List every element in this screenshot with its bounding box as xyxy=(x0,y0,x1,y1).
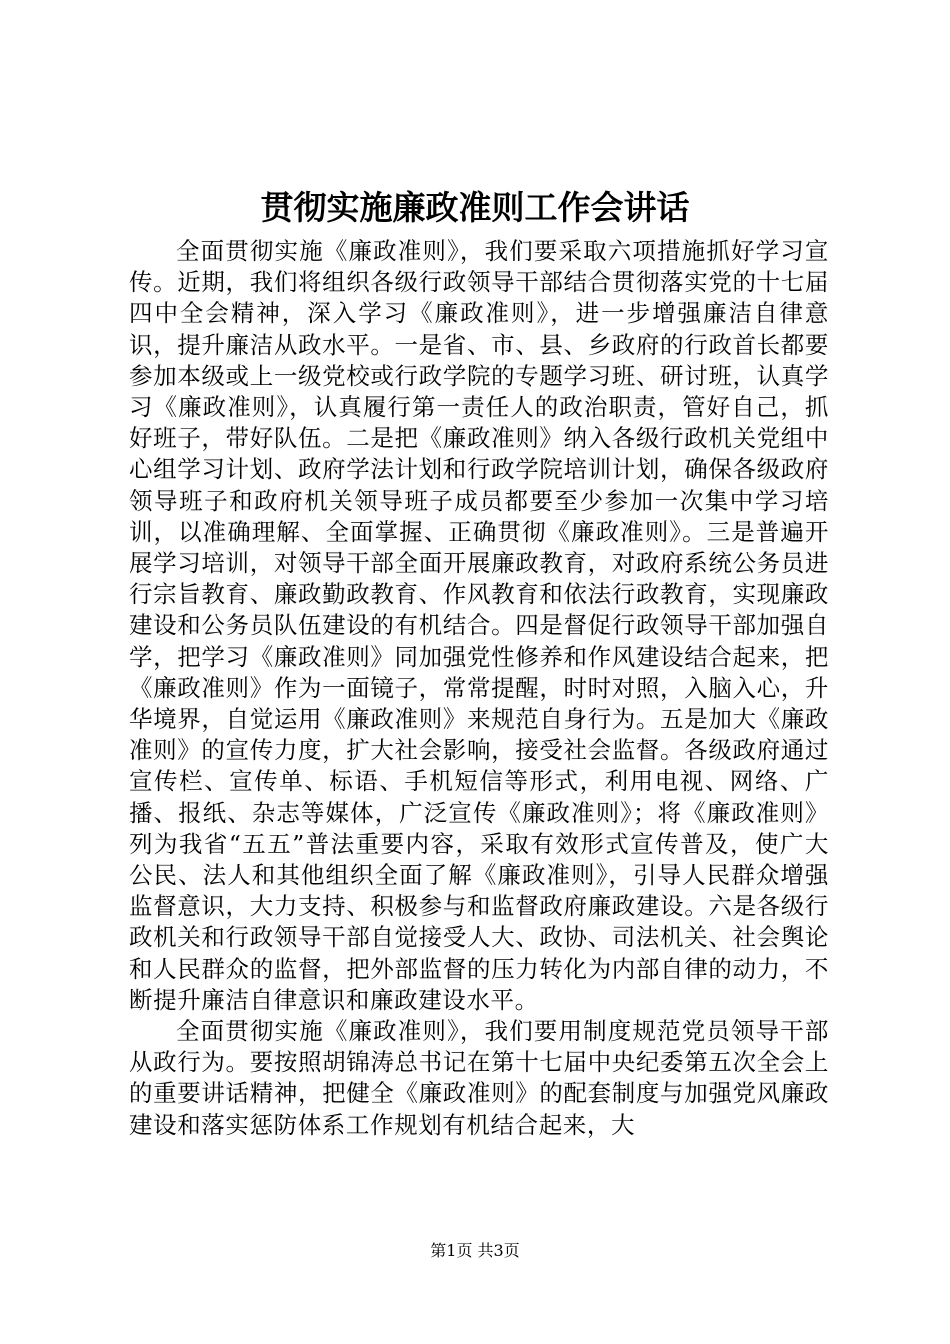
paragraph: 全面贯彻实施《廉政准则》，我们要用制度规范党员领导干部从政行为。要按照胡锦涛总书记在第十七届中央纪委第五次全会上的重要讲话精神，把健全《廉政准则》的配套制度与加强党风廉政建设和落实惩防体系工作规划有机结合起来，大 xyxy=(129,1017,829,1139)
page-number-footer: 第1页 共3页 xyxy=(430,1241,520,1260)
document-title: 贯彻实施廉政准则工作会讲话 xyxy=(260,188,690,227)
document-body xyxy=(129,236,829,1141)
paragraph: 全面贯彻实施《廉政准则》，我们要采取六项措施抓好学习宣传。近期，我们将组织各级行政领导干部结合贯彻落实党的十七届四中全会精神，深入学习《廉政准则》，进一步增强廉洁自律意识，提升廉洁从政水平。一是省、市、县、乡政府的行政首长都要参加本级或上一级党校或行政学院的专题学习班、研讨班，认真学习《廉政准则》，认真履行第一责任人的政治职责，管好自己，抓好班子，带好队伍。二是把《廉政准则》纳入各级行政机关党组中心组学习计划、政府学法计划和行政学院培训计划，确保各级政府领导班子和政府机关领导班子成员都要至少参加一次集中学习培训，以准确理解、全面掌握、正确贯彻《廉政准则》。三是普遍开展学习培训，对领导干部全面开展廉政教育，对政府系统公务员进行宗旨教育、廉政勤政教育、作风教育和依法行政教育，实现廉政建设和公务员队伍建设的有机结合。四是督促行政领导干部加强自学，把学习《廉政准则》同加强党性修养和作风建设结合起来，把《廉政准则》作为一面镜子，常常提醒，时时对照，入脑入心，升华境界，自觉运用《廉政准则》来规范自身行为。五是加大《廉政准则》的宣传力度，扩大社会影响，接受社会监督。各级政府通过宣传栏、宣传单、标语、手机短信等形式，利用电视、网络、广播、报纸、杂志等媒体，广泛宣传《廉政准则》；将《廉政准则》列为我省“五五”普法重要内容，采取有效形式宣传普及，使广大公民、法人和其他组织全面了解《廉政准则》，引导人民群众增强监督意识，大力支持、积极参与和监督政府廉政建设。六是各级行政机关和行政领导干部自觉接受人大、政协、司法机关、社会舆论和人民群众的监督，把外部监督的压力转化为内部自律的动力，不断提升廉洁自律意识和廉政建设水平。 xyxy=(129,237,829,1014)
